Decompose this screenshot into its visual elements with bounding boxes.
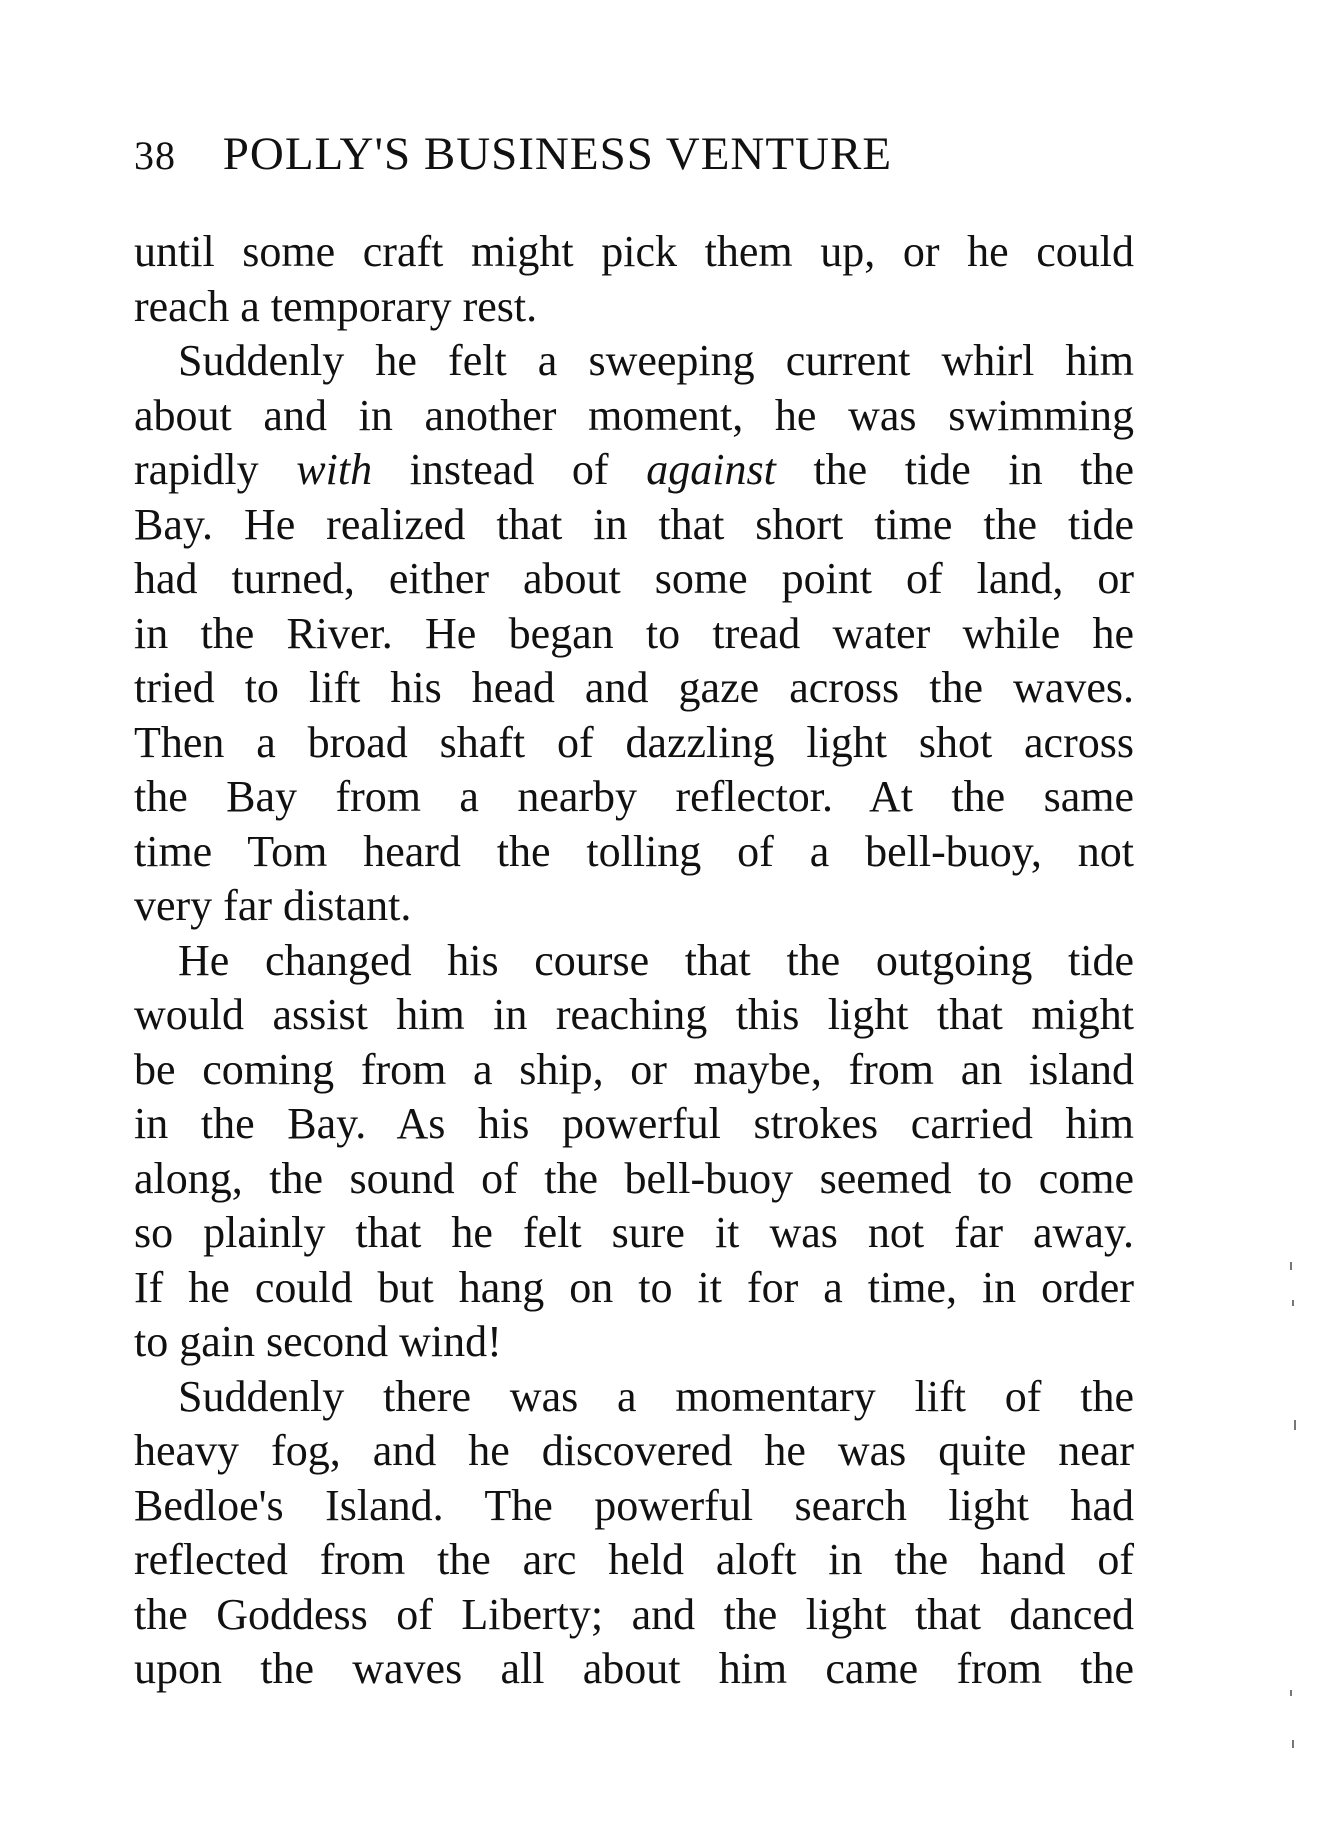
text-line: would assist him in reaching this light that might (134, 990, 1134, 1039)
text-line: heavy fog, and he discovered he was quite near (134, 1426, 1134, 1475)
text-line: the Goddess of Liberty; and the light that danced (134, 1589, 1134, 1639)
text-segment: rapidly (134, 445, 297, 494)
text-line: Suddenly he felt a sweeping current whirl him (178, 336, 1134, 385)
scan-speck (1294, 1420, 1296, 1430)
text-line: Then a broad shaft of dazzling light shot across (134, 717, 1134, 767)
scan-speck (1292, 1740, 1294, 1748)
text-line: If he could but hang on to it for a time, in order (134, 1262, 1134, 1312)
text-line: along, the sound of the bell-buoy seemed to come (134, 1153, 1134, 1203)
scan-speck (1292, 1300, 1294, 1306)
running-title: POLLY'S BUSINESS VENTURE (222, 128, 893, 180)
text-line: reflected from the arc held aloft in the hand of (134, 1535, 1134, 1584)
text-line: Bedloe's Island. The powerful search light had (134, 1480, 1134, 1530)
text-line: in the River. He began to tread water while he (134, 608, 1134, 658)
scan-speck (1290, 1690, 1292, 1696)
text-line: in the Bay. As his powerful strokes carried him (134, 1099, 1134, 1148)
text-line: about and in another moment, he was swimming (134, 390, 1134, 440)
text-line (134, 443, 1134, 498)
text-line: had turned, either about some point of land, or (134, 554, 1134, 603)
body-text (134, 225, 1134, 1697)
page-header (134, 124, 1134, 186)
text-line: He changed his course that the outgoing tide (178, 935, 1134, 985)
text-line: to gain second wind! (134, 1317, 502, 1366)
text-line: until some craft might pick them up, or he could (134, 227, 1134, 276)
text-line: upon the waves all about him came from the (134, 1644, 1134, 1693)
text-line: reach a temporary rest. (134, 281, 538, 331)
text-segment: the tide in the (775, 445, 1134, 494)
text-line: so plainly that he felt sure it was not far away. (134, 1208, 1134, 1257)
text-segment: instead of (372, 445, 647, 494)
text-line: Bay. He realized that in that short time the tide (134, 499, 1134, 549)
text-line: very far distant. (134, 881, 412, 930)
emphasis-with: with (296, 445, 373, 494)
text-line: the Bay from a nearby reflector. At the same (134, 772, 1134, 821)
text-line: Suddenly there was a momentary lift of the (178, 1371, 1134, 1421)
emphasis-against: against (646, 445, 776, 494)
text-line: be coming from a ship, or maybe, from an island (134, 1044, 1134, 1094)
text-line: tried to lift his head and gaze across the waves. (134, 663, 1134, 712)
scan-speck (1290, 1262, 1292, 1270)
text-line: time Tom heard the tolling of a bell-buoy, not (134, 826, 1134, 876)
page-number: 38 (134, 133, 176, 178)
